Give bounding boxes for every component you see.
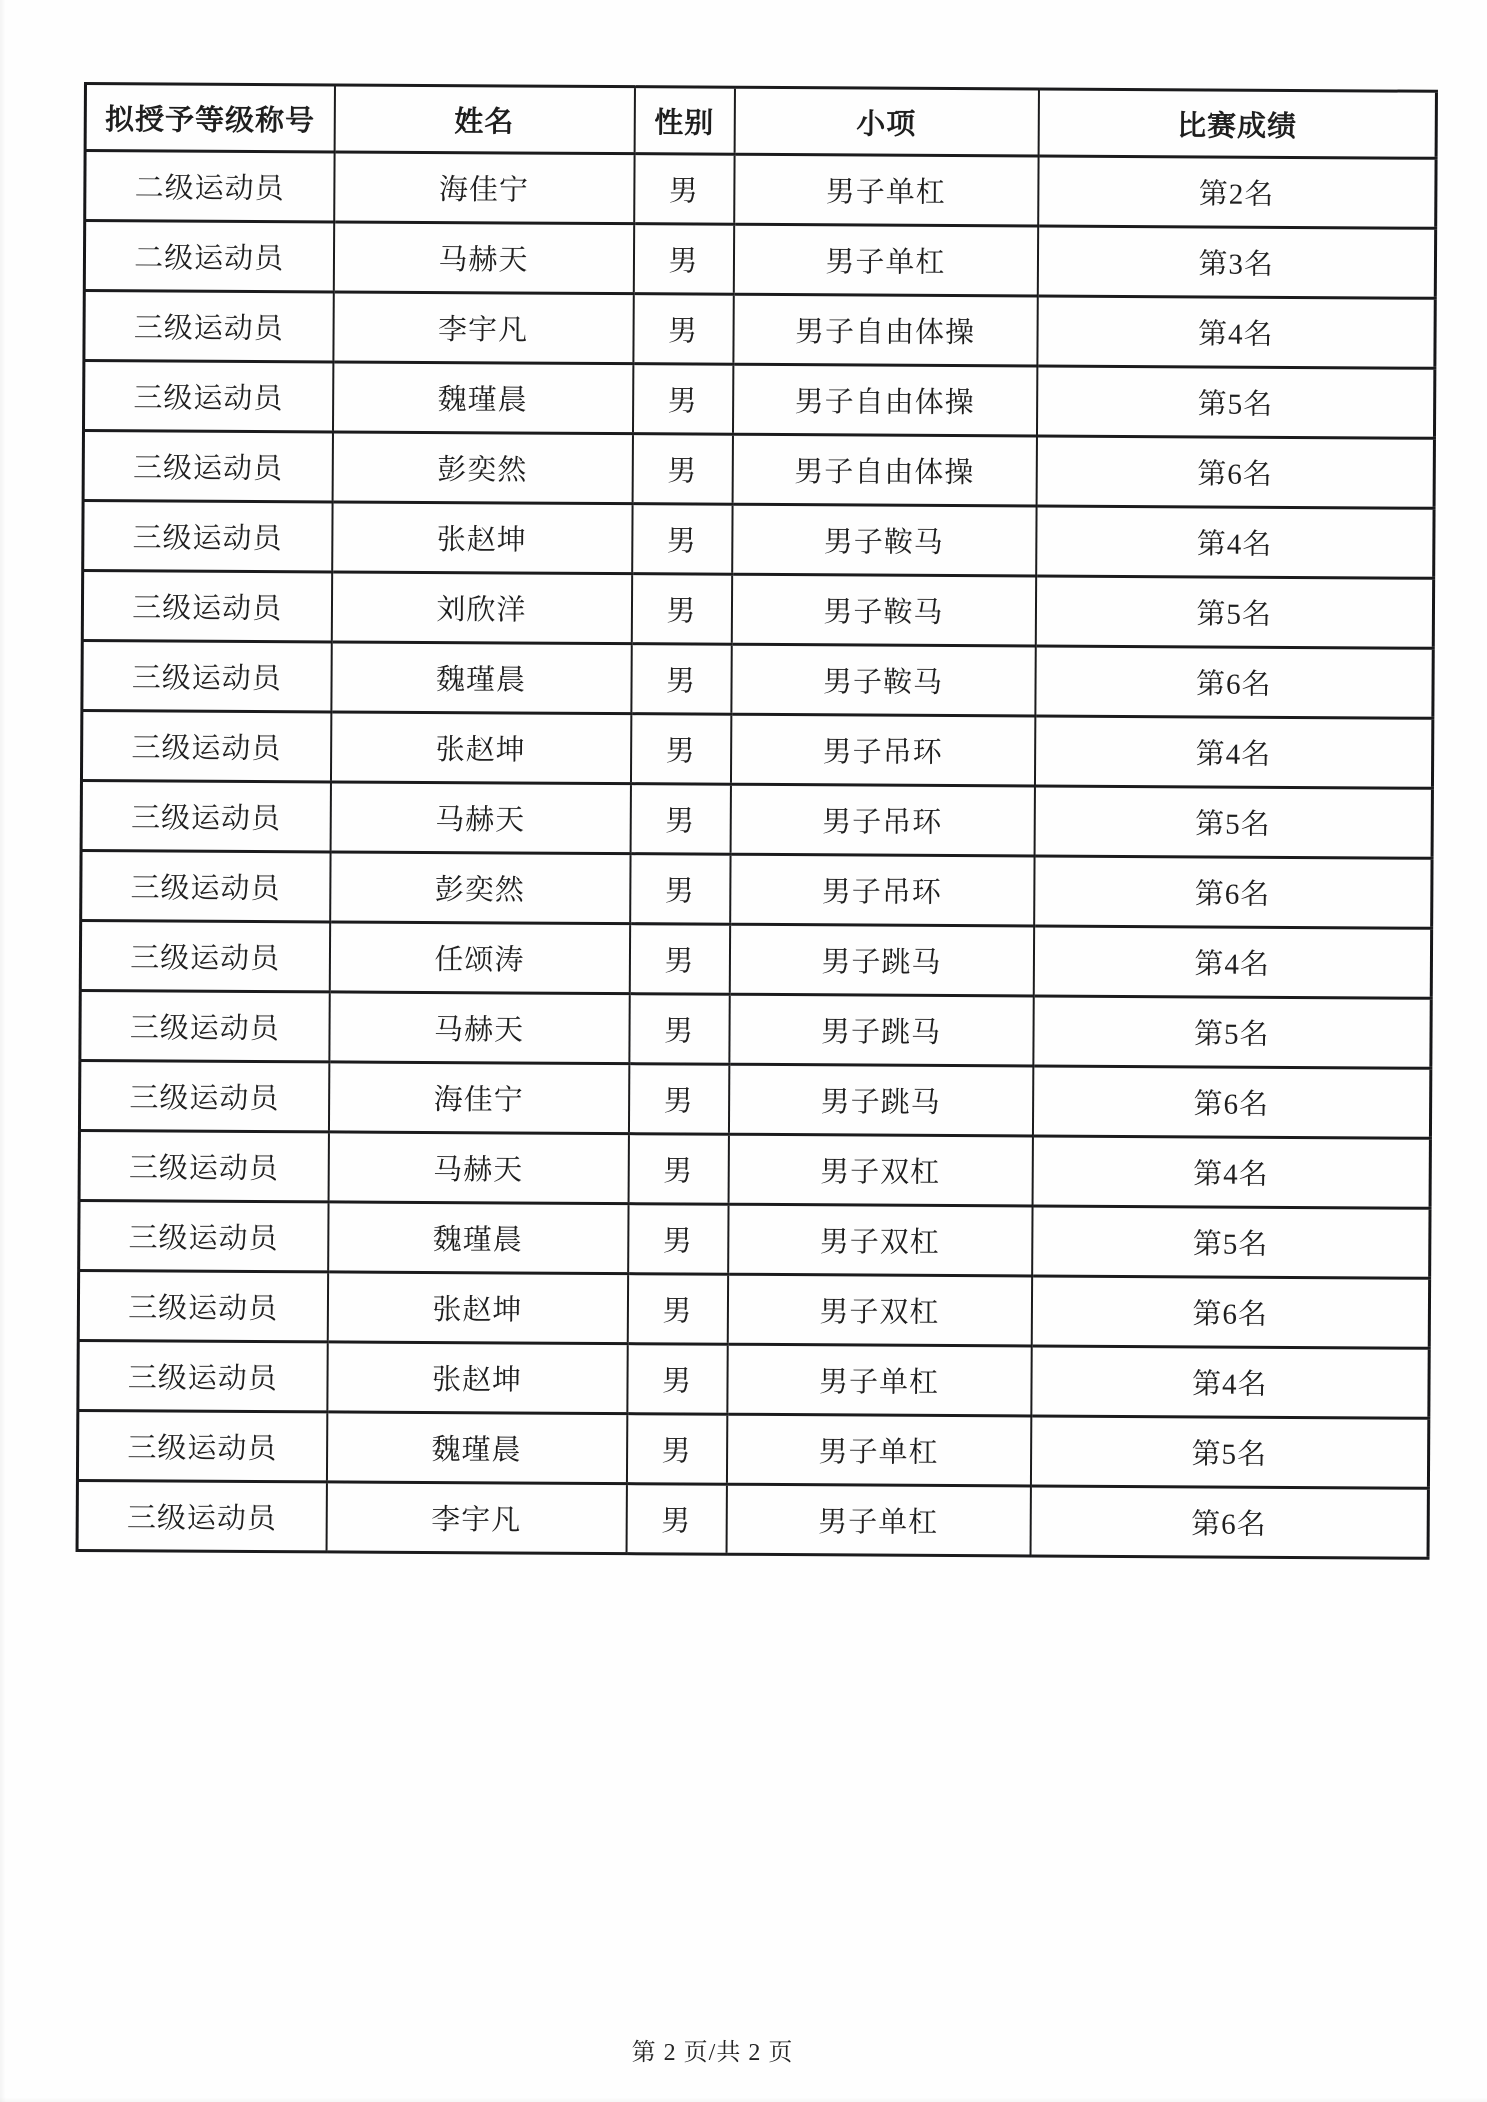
table-row <box>80 990 1431 1068</box>
cell-athlete-name: 马赫天 <box>328 1132 628 1204</box>
cell-gender: 男 <box>628 1204 728 1275</box>
table-row <box>83 501 1434 579</box>
table-row <box>77 1480 1428 1558</box>
column-header-grade: 拟授予等级称号 <box>85 84 334 152</box>
cell-gender: 男 <box>630 714 730 785</box>
cell-event: 男子双杠 <box>728 1204 1032 1276</box>
cell-result: 第4名 <box>1033 926 1431 998</box>
cell-gender: 男 <box>632 434 732 505</box>
cell-event: 男子吊环 <box>730 714 1034 786</box>
cell-result: 第4名 <box>1031 1346 1429 1418</box>
cell-athlete-name: 张赵坤 <box>330 712 630 784</box>
cell-athlete-name: 任颂涛 <box>329 922 629 994</box>
cell-grade: 二级运动员 <box>84 221 333 292</box>
column-header-result: 比赛成绩 <box>1038 89 1436 158</box>
cell-result: 第4名 <box>1037 296 1435 368</box>
cell-athlete-name: 马赫天 <box>333 222 633 294</box>
cell-event: 男子鞍马 <box>731 644 1035 716</box>
cell-athlete-name: 李宇凡 <box>326 1482 626 1554</box>
cell-athlete-name: 张赵坤 <box>332 502 632 574</box>
cell-result: 第2名 <box>1038 156 1436 228</box>
cell-event: 男子鞍马 <box>731 574 1035 646</box>
cell-gender: 男 <box>632 364 732 435</box>
cell-result: 第4名 <box>1036 506 1434 578</box>
cell-grade: 三级运动员 <box>82 571 331 642</box>
page-footer <box>0 2032 1456 2067</box>
table-row <box>79 1060 1430 1138</box>
cell-event: 男子单杠 <box>726 1484 1030 1556</box>
cell-result: 第5名 <box>1030 1416 1428 1488</box>
cell-event: 男子单杠 <box>726 1414 1030 1486</box>
cell-event: 男子单杠 <box>734 154 1038 226</box>
cell-athlete-name: 张赵坤 <box>327 1272 627 1344</box>
cell-result: 第4名 <box>1034 716 1432 788</box>
table-row <box>84 221 1435 299</box>
cell-result: 第5名 <box>1035 576 1433 648</box>
cell-athlete-name: 魏瑾晨 <box>332 362 632 434</box>
cell-athlete-name: 彭奕然 <box>332 432 632 504</box>
results-table <box>76 82 1438 1560</box>
table-row <box>82 640 1433 718</box>
cell-athlete-name: 海佳宁 <box>328 1062 628 1134</box>
cell-gender: 男 <box>631 644 731 715</box>
cell-grade: 三级运动员 <box>81 710 330 781</box>
cell-event: 男子自由体操 <box>732 364 1036 436</box>
cell-event: 男子双杠 <box>728 1134 1032 1206</box>
cell-athlete-name: 马赫天 <box>329 992 629 1064</box>
column-header-name: 姓名 <box>334 85 634 154</box>
cell-result: 第5名 <box>1033 996 1431 1068</box>
column-header-event: 小项 <box>734 87 1038 156</box>
cell-grade: 三级运动员 <box>78 1340 327 1411</box>
table-header-row <box>85 84 1436 159</box>
cell-athlete-name: 魏瑾晨 <box>326 1412 626 1484</box>
cell-gender: 男 <box>632 504 732 575</box>
cell-gender: 男 <box>628 1064 728 1135</box>
cell-grade: 三级运动员 <box>83 501 332 572</box>
cell-grade: 三级运动员 <box>80 990 329 1061</box>
cell-athlete-name: 海佳宁 <box>334 152 634 224</box>
table-row <box>78 1270 1429 1348</box>
cell-gender: 男 <box>629 994 729 1065</box>
cell-grade: 三级运动员 <box>79 1200 328 1271</box>
cell-result: 第6名 <box>1030 1486 1428 1558</box>
cell-event: 男子跳马 <box>728 1064 1032 1136</box>
table-row <box>84 291 1435 369</box>
table-row <box>80 920 1431 998</box>
cell-gender: 男 <box>634 154 734 225</box>
cell-event: 男子吊环 <box>730 784 1034 856</box>
cell-event: 男子跳马 <box>729 994 1033 1066</box>
cell-athlete-name: 李宇凡 <box>333 292 633 364</box>
cell-grade: 三级运动员 <box>84 291 333 362</box>
table-row <box>77 1410 1428 1488</box>
cell-event: 男子自由体操 <box>732 434 1036 506</box>
cell-gender: 男 <box>628 1134 728 1205</box>
cell-grade: 三级运动员 <box>83 431 332 502</box>
cell-event: 男子跳马 <box>729 924 1033 996</box>
table-row <box>78 1340 1429 1418</box>
cell-gender: 男 <box>630 854 730 925</box>
cell-athlete-name: 魏瑾晨 <box>331 642 631 714</box>
cell-event: 男子自由体操 <box>733 294 1037 366</box>
table-row <box>83 361 1434 439</box>
cell-athlete-name: 魏瑾晨 <box>328 1202 628 1274</box>
cell-event: 男子吊环 <box>730 854 1034 926</box>
cell-result: 第6名 <box>1034 856 1432 928</box>
results-table-body <box>77 151 1436 1559</box>
cell-grade: 三级运动员 <box>80 920 329 991</box>
cell-grade: 三级运动员 <box>83 361 332 432</box>
cell-event: 男子单杠 <box>727 1344 1031 1416</box>
cell-athlete-name: 张赵坤 <box>327 1342 627 1414</box>
cell-gender: 男 <box>627 1274 727 1345</box>
cell-grade: 三级运动员 <box>78 1270 327 1341</box>
table-row <box>81 850 1432 928</box>
cell-result: 第5名 <box>1036 366 1434 438</box>
cell-gender: 男 <box>626 1484 726 1555</box>
cell-event: 男子鞍马 <box>732 504 1036 576</box>
table-row <box>79 1130 1430 1208</box>
table-row <box>85 151 1436 229</box>
cell-athlete-name: 彭奕然 <box>330 852 630 924</box>
cell-grade: 三级运动员 <box>77 1480 326 1551</box>
cell-grade: 二级运动员 <box>85 151 334 222</box>
cell-result: 第6名 <box>1035 646 1433 718</box>
page-number: 第 2 页/共 2 页 <box>631 2040 794 2066</box>
cell-result: 第6名 <box>1031 1276 1429 1348</box>
cell-athlete-name: 刘欣洋 <box>331 572 631 644</box>
cell-grade: 三级运动员 <box>81 780 330 851</box>
cell-gender: 男 <box>630 784 730 855</box>
cell-gender: 男 <box>629 924 729 995</box>
cell-result: 第4名 <box>1032 1136 1430 1208</box>
cell-result: 第6名 <box>1036 436 1434 508</box>
cell-event: 男子双杠 <box>727 1274 1031 1346</box>
cell-event: 男子单杠 <box>733 224 1037 296</box>
column-header-gender: 性别 <box>634 87 734 155</box>
table-row <box>79 1200 1430 1278</box>
cell-grade: 三级运动员 <box>77 1410 326 1481</box>
table-row <box>81 710 1432 788</box>
cell-gender: 男 <box>631 574 731 645</box>
cell-result: 第5名 <box>1032 1206 1430 1278</box>
cell-grade: 三级运动员 <box>81 850 330 921</box>
cell-gender: 男 <box>633 224 733 295</box>
cell-grade: 三级运动员 <box>79 1130 328 1201</box>
table-row <box>82 571 1433 649</box>
table-row <box>83 431 1434 509</box>
cell-grade: 三级运动员 <box>79 1060 328 1131</box>
cell-result: 第5名 <box>1034 786 1432 858</box>
cell-gender: 男 <box>627 1344 727 1415</box>
cell-gender: 男 <box>626 1414 726 1485</box>
cell-result: 第6名 <box>1032 1066 1430 1138</box>
cell-gender: 男 <box>633 294 733 365</box>
cell-result: 第3名 <box>1037 226 1435 298</box>
table-row <box>81 780 1432 858</box>
cell-athlete-name: 马赫天 <box>330 782 630 854</box>
cell-grade: 三级运动员 <box>82 640 331 711</box>
